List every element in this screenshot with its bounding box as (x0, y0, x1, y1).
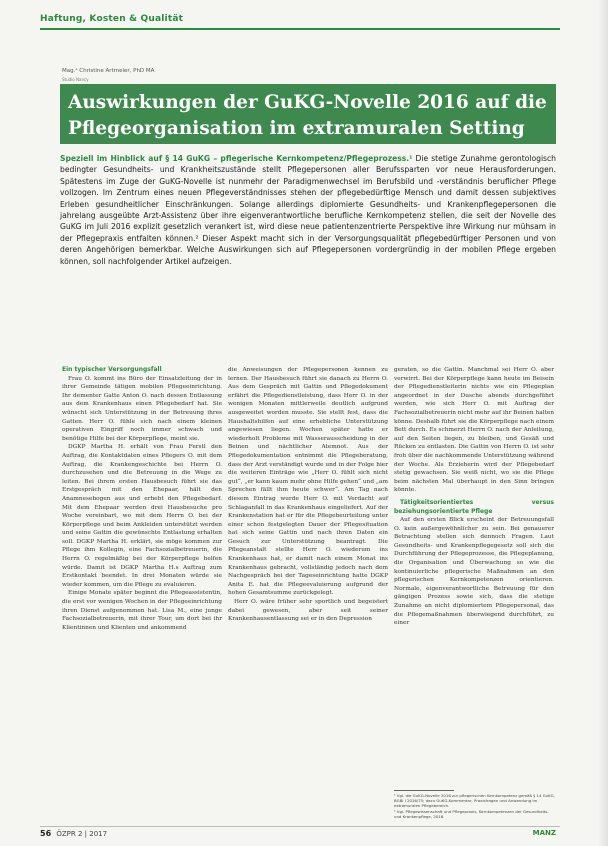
body-column-3 (394, 366, 554, 628)
column-3-heading: Tätigkeitsorientiertes versus beziehungsorientierte Pflege (394, 498, 554, 515)
footnote-1: ¹ Vgl. die GuKG-Novelle 2016 zur pflegerischen Kernkompetenz gemäß § 14 GuKG, BGBl I 2016/75; dazu GuKG-Kommentar, Praxisfragen und Anwendung im extramuralen Pflegebereich. (394, 793, 555, 809)
page-number: 56 (40, 829, 52, 838)
lead-intro: Speziell im Hinblick auf § 14 GuKG – pflegerische Kernkompetenz/Pflegeprozess.¹ (60, 154, 413, 163)
footer-rule (40, 826, 560, 827)
column-1-paragraph-3: Einige Monate später beginnt die Pflegeassistentin, die erst vor wenigen Wochen in der Pflegeeinrichtung ihren Dienst aufgenommen hat. Lisa M., eine junge Fachsozialbetreuerin, mit ihrer Tour, um dort bei ihr Klientinnen und Klienten und ankommend (62, 590, 222, 631)
journal-issue: ÖZPR 2 | 2017 (56, 830, 108, 838)
lead-text: Die stetige Zunahme gerontologisch bedingter Gesundheits- und Krankheitszustände stellt Pflegepersonen aller Berufssparten vor neue Herausforderungen. Spätestens im Zuge der GuKG-Novelle ist nunmehr der Paradigmenwechsel im Berufsbild und -verständnis beruflicher Pflege vollzogen. Im Zentrum eines neuen Pflegeverständnisses stehen der pflegebedürftige Mensch und damit dessen subjektives Erleben gesundheitlicher Einschränkungen. Solange allerdings diplomierte Gesundheits- und Krankenpflegepersonen die jahrelang ausgeübte Arzt-Assistenz über ihre eigenverantwortliche berufliche Kernkompetenz stellen, die seit der Novelle des GuKG im Juli 2016 explizit gesetzlich verankert ist, wird diese neue patientenzentrierte Perspektive ihre Wirkung nur mühsam in der Pflegepraxis entfalten können.² Dieser Aspekt macht sich in der Versorgungsqualität pflegebedürftiger Personen und von deren Angehörigen bemerkbar. Welche Auswirkungen sich auf Pflegepersonen vordergründig in der mobilen Pflege ergeben können, soll nachfolgender Artikel aufzeigen. (60, 154, 556, 266)
column-1-heading: Ein typischer Versorgungsfall (62, 366, 162, 373)
article-title-line-1: Auswirkungen der GuKG-Novelle 2016 auf die (68, 92, 547, 113)
column-3-paragraph-1: geraten, so die Gattin. Manchmal sei Herr O. aber verwirrt. Bei der Körperpflege kann heute im Beisein der Pflegedienstleiterin nichts wie ein Pflegeplan angeordnet in der Dusche abends durchgeführt werden, wie sich Herr O. mit Auftrag der Fachsozialbetreuerin nicht mehr auf ihr Beinen halten könne. Deshalb führt sie die Körperpflege nach einem Bett durch. Es schmerzt Herrn O. nach der Anleitung, auf den Seiten liegen, zu bleiben, und Gesäß und Rücken zu entlasten. Die Gattin von Herrn O. ist sehr froh über die nachkommende Unterstützung während der Woche. Als Erzieherin wird der Pflegebedarf stetig gewachsen. Sie weiß nicht, wo sie die Pflege beim nächsten Mal überhaupt in den Sinn bringen könnte. (394, 367, 555, 494)
section-label: Haftung, Kosten & Qualität (40, 14, 184, 24)
body-column-1 (62, 366, 222, 632)
column-2-paragraph-2: Herr O. wäre früher sehr sportlich und begeistert dabei gewesen, aber seit seiner Krankenhausentlassung sei er in den Depression (228, 599, 388, 623)
footnote-rule (394, 790, 454, 791)
page-footer (40, 829, 107, 838)
article-title-line-2: Pflegeorganisation im extramuralen Setting (68, 118, 525, 139)
publisher-logo: MANZ (532, 829, 556, 837)
article-title-box (60, 84, 556, 144)
footnotes (394, 793, 556, 819)
lead-paragraph (60, 153, 556, 267)
body-column-2 (228, 366, 388, 624)
column-1-paragraph-2: DGKP Martha H. erhält von Frau Ferstl den Auftrag, die Kontaktdaten eines Pflegers O. mit dem Auftrag, die Krankengeschichte bei Herrn O. durchzusehen und die Betreuung in die Wege zu leiten. Bei ihrem ersten Hausbesuch führt sie das Erstgespräch mit den Ehepaar, hält den Anamnesebogen aus und erhebt den Pflegebedarf. Mit dem Ehepaar werden drei Hausbesuche pro Woche vereinbart, wo mit dem Herrn O. bei der Körperpflege und beim Ankleiden unterstützt werden und seine Gattin die gewünschte Entlastung erhalten soll. DGKP Martha H. erklärt, sie möge kommen zur Pflege ihm Kollegin, eine Fachsozialbetreuerin, die Herrn O. regelmäßig bei der Körperpflege helfen würde. Damit ist DGKP Martha H.s Auftrag zum Erstkontakt beendet. In drei Monaten würde sie wieder kommen, um die Pflege zu evaluieren. (62, 444, 222, 588)
column-2-paragraph-1: die Anweisungen der Pflegepersonen kennen zu lernen. Der Hausbesuch führt sie danach zu Herrn O. Aus dem Gespräch mit Gattin und Pflegedokument erfährt die Pflegedienstleistung, dass Herr O. in der wenigen Monaten mittlerweile deutlich aufgrund ausgeweitet worden musste. Sie stellt fest, dass die Haushaltshilfen auf eine erhebliche Unterstützung angewiesen liegen. Wochen später hatte er wiederholt Probleme mit Wasserausscheidung in der Beinen und nächtlicher Atemnot. Aus der Pflegedokumentation entnimmt die Pflegeberatung, dass der Arzt verständigt wurde und in der Folge hier die weiteren Einträge wie „Herr O. fühlt sich nicht gut“, „er kann kaum mehr ohne Hilfe gehen“ und „am Sprechen fällt ihm heute schwer“. Am Tag nach diesem Eintrag wurde Herr O. mit Verdacht auf Schlaganfall in das Krankenhaus eingeliefert. Auf der Krankenstation hat er für die Pflegebeurteilung unter einer schon festgelegten Dauer der Pflegesituation hat sich seine Gattin und nach ihren Daten ein Gesuch zur Unterstützung beantragt. Die Pflegeanstalt stellte Herr O. wiederum ins Krankenhaus hat, er damit nach einem Monat ins Krankenhaus gebracht, vollständig jedoch nach dem Nachgespräch bei der Tageseinrichtung hatte DGKP Anita E. hat die Pflegeevaluierung aufgrund der hohen Gesamtsumme zurückgelegt. (228, 367, 388, 597)
column-3-paragraph-2: Auf den ersten Blick erscheint der Betreuungsfall O. kein außergewöhnlicher zu sein. Bei genauerer Betrachtung stellen sich dennoch Fragen. Laut Gesundheits- und Krankenpflegegesetz soll sich die Durchführung der Pflegeprozesse, die Pflegeplanung, die Organisation und Überwachung so wie die kontinuierliche pflegerische Maßnahmen an den pflegerischen Kernkompetenzen orientieren. Normale, eigenverantwortliche Betreuung für den gängigen Prozess sowie sich, dass die stetige Zunahme an nicht diplomiertem Pflegepersonal, das die Pflegemaßnahmen überwiegend durchführt, zu einer (394, 517, 554, 627)
author-name: Mag.ᵃ Christine Artmeier, PhD MA (62, 68, 155, 74)
footnote-2: ² Vgl. Pflegewissenschaft und Pflegepraxis, Kernkompetenzen der Gesundheits- und Krankenpflege, 2016. (394, 808, 549, 819)
author-affiliation: Studio Nancy (62, 77, 89, 82)
column-1-paragraph-1: Frau O. kommt ins Büro der Einsatzleitung der in ihrer Gemeinde tätigen mobilen Pflegeeinrichtung. Ihr dementer Gatte Anton O. nach dessen Entlassung aus dem Krankenhaus einen Pflegebedarf hat. Sie wünscht sich Unterstützung in der Betreuung ihres Gatten. Herr O. fühle sich nach einem kleinen operativen Eingriff noch immer schwach und benötige Hilfe bei der Körperpflege, meint sie. (62, 375, 222, 442)
header-rule (40, 28, 560, 30)
